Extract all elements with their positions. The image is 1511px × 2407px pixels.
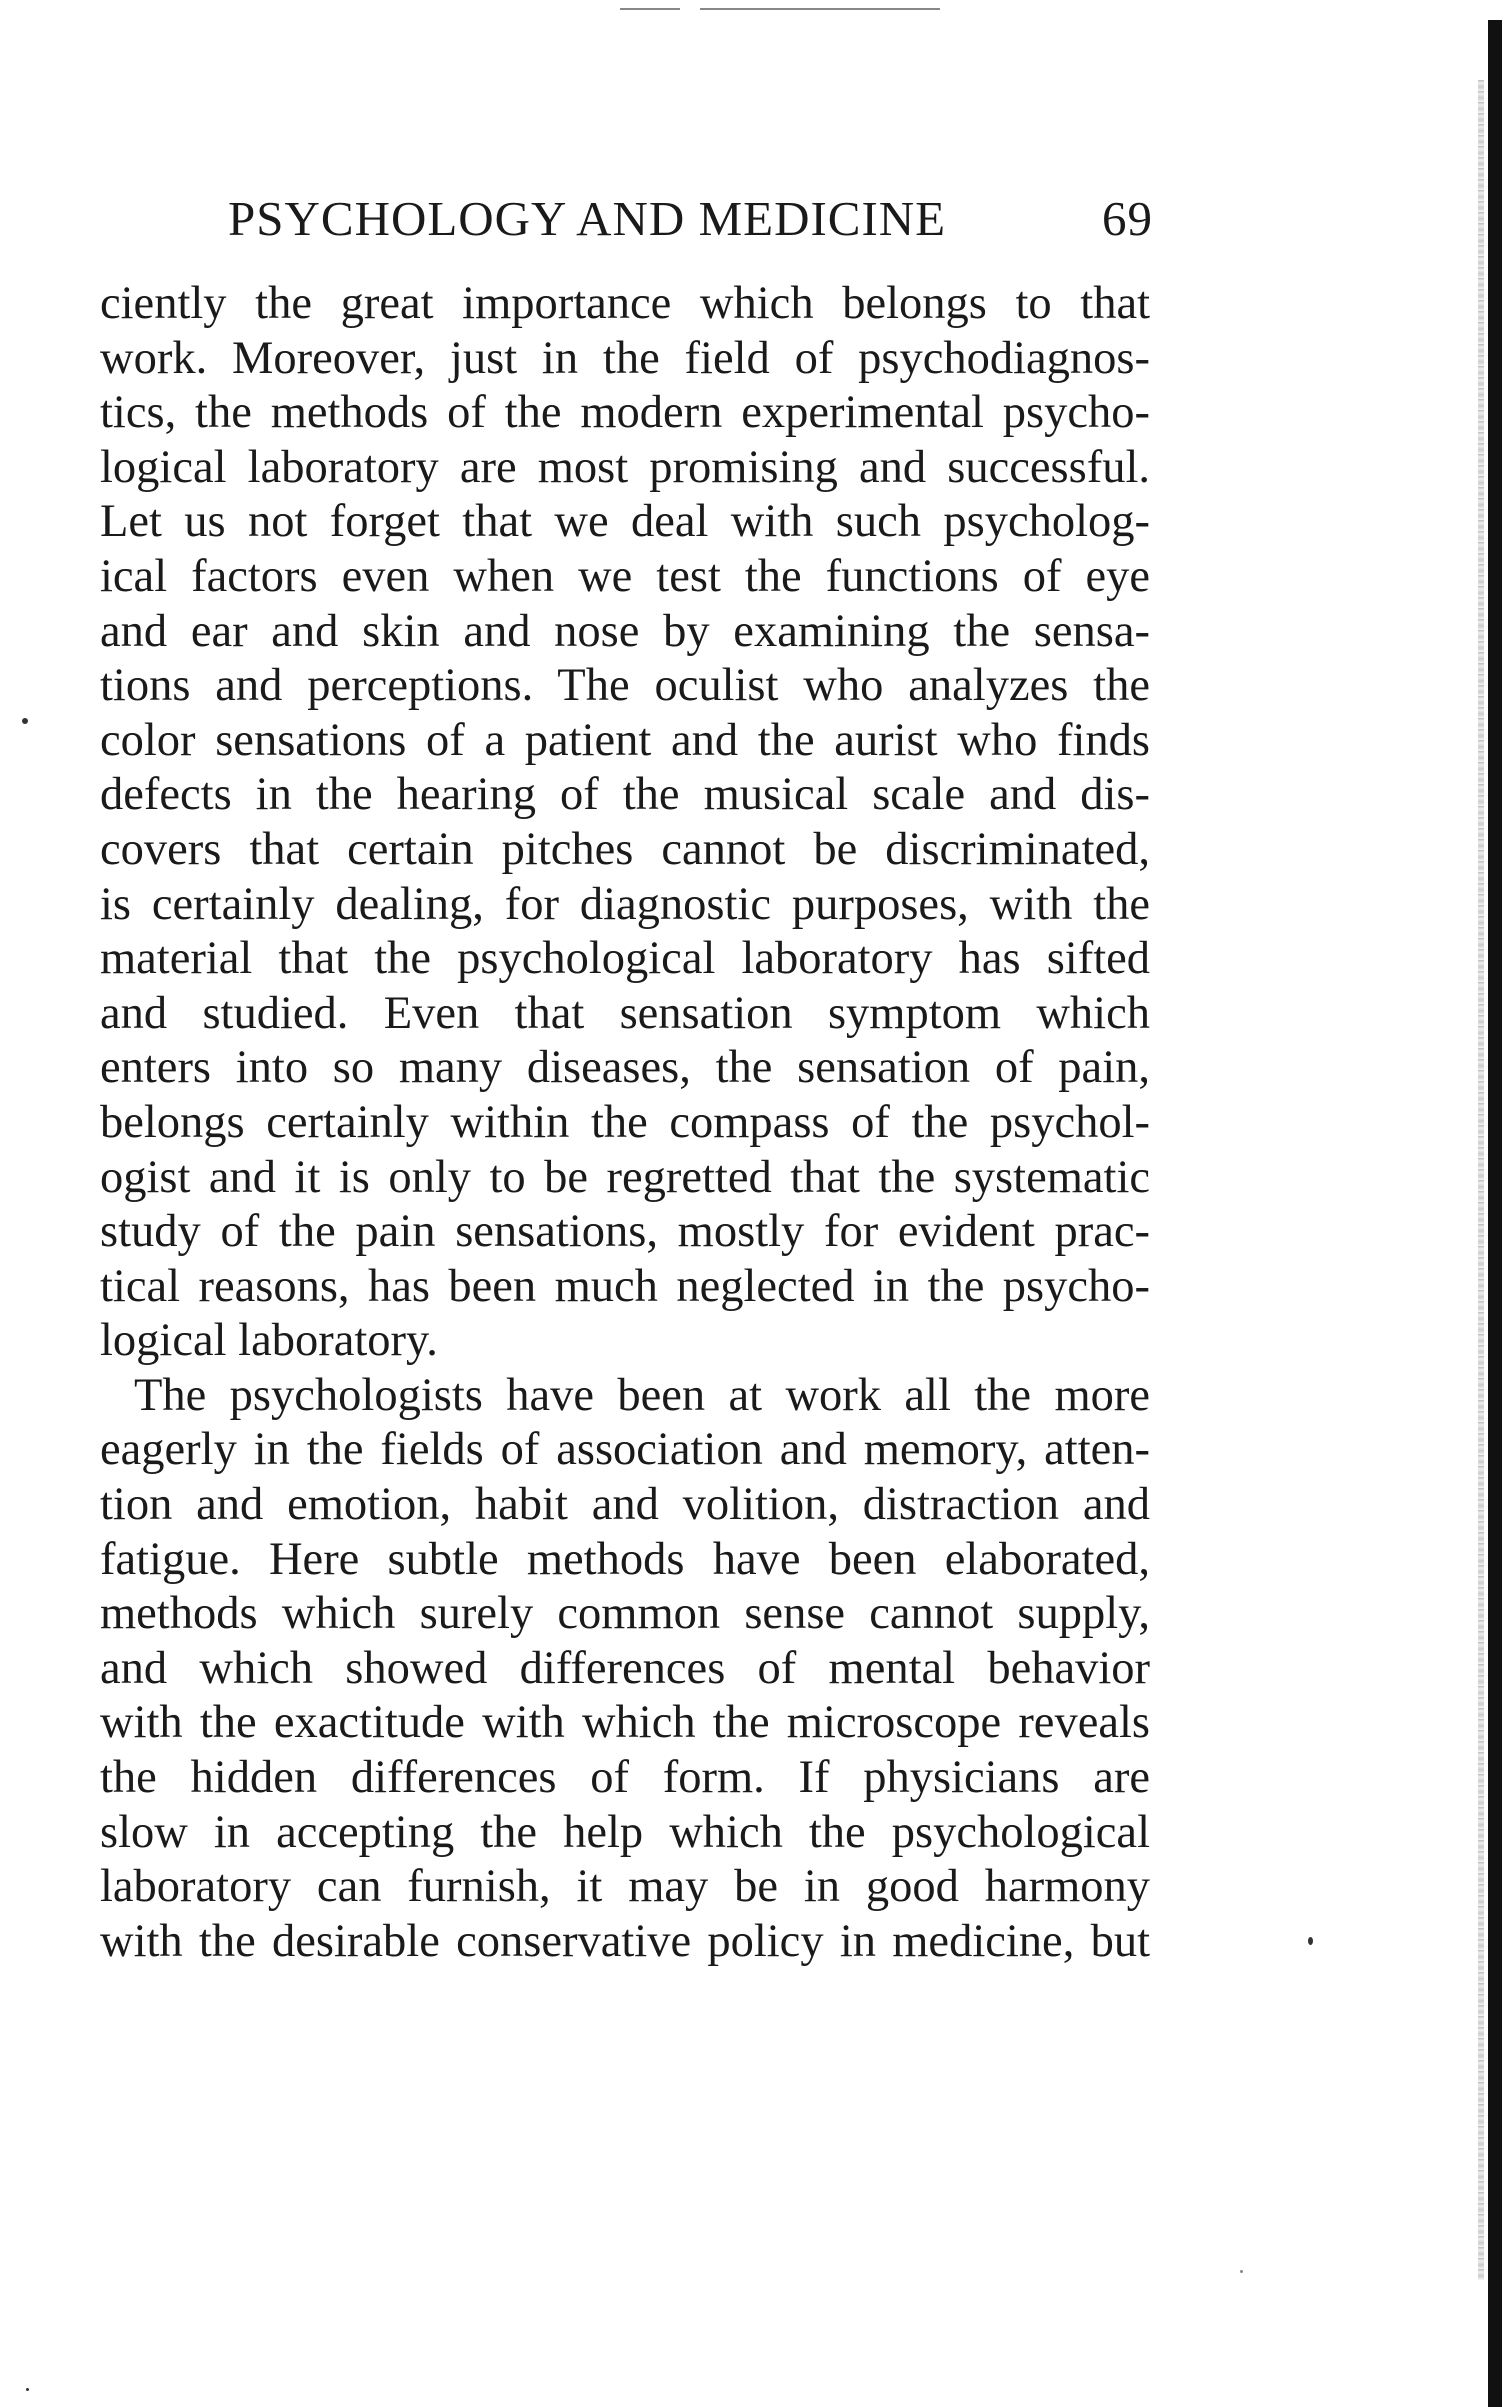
scan-artifact [620,8,680,10]
text-line: belongs certainly within the compass of the psychol- [100,1096,1150,1148]
page-header [228,190,1153,254]
text-line: with the desirable conservative policy in medicine, but [100,1915,1150,1967]
text-line: eagerly in the fields of association and memory, atten- [100,1424,1150,1476]
text-line: methods which surely common sense cannot supply, [100,1588,1150,1640]
text-line: and studied. Even that sensation symptom which [100,987,1150,1039]
text-line: slow in accepting the help which the psychological [100,1806,1150,1858]
text-line: study of the pain sensations, mostly for evident prac- [100,1206,1150,1258]
body-text [100,277,1150,1969]
text-line: tics, the methods of the modern experimental psycho- [100,387,1150,439]
text-line: tions and perceptions. The oculist who analyzes the [100,660,1150,712]
text-line: ogist and it is only to be regretted that the systematic [100,1151,1150,1203]
scan-edge [1488,20,1502,2407]
text-line: and ear and skin and nose by examining the sensa- [100,605,1150,657]
text-line: with the exactitude with which the microscope reveals [100,1697,1150,1749]
text-line: The psychologists have been at work all the more [134,1369,1150,1421]
text-line: is certainly dealing, for diagnostic purposes, with the [100,878,1150,930]
text-line: logical laboratory. [100,1315,438,1367]
text-line: defects in the hearing of the musical scale and dis- [100,769,1150,821]
text-line: ciently the great importance which belongs to that [100,278,1150,329]
scan-edge-shadow [1478,80,1484,2280]
text-line: fatigue. Here subtle methods have been elaborated, [100,1533,1150,1585]
scan-speck [1308,1937,1313,1945]
text-line: laboratory can furnish, it may be in good harmony [100,1861,1150,1913]
text-line: covers that certain pitches cannot be discriminated, [100,823,1150,875]
text-line: ical factors even when we test the functions of eye [100,550,1150,602]
scan-speck [1240,2270,1243,2273]
text-line: tical reasons, has been much neglected in the psycho- [100,1260,1150,1312]
text-line: and which showed differences of mental behavior [100,1642,1150,1694]
text-line: logical laboratory are most promising and successful. [100,441,1150,493]
scan-speck [22,718,28,724]
text-line: the hidden differences of form. If physicians are [100,1752,1150,1804]
text-line: Let us not forget that we deal with such psycholog- [100,496,1150,548]
page-number: 69 [1102,191,1153,246]
text-line: work. Moreover, just in the field of psychodiagnos- [100,332,1150,384]
scan-artifact [700,8,940,10]
text-line: tion and emotion, habit and volition, distraction and [100,1479,1150,1531]
text-line: color sensations of a patient and the aurist who finds [100,714,1150,766]
text-line: enters into so many diseases, the sensation of pain, [100,1042,1150,1094]
running-head: PSYCHOLOGY AND MEDICINE [228,191,947,246]
text-line: material that the psychological laboratory has sifted [100,933,1150,985]
scan-speck [26,2388,29,2391]
